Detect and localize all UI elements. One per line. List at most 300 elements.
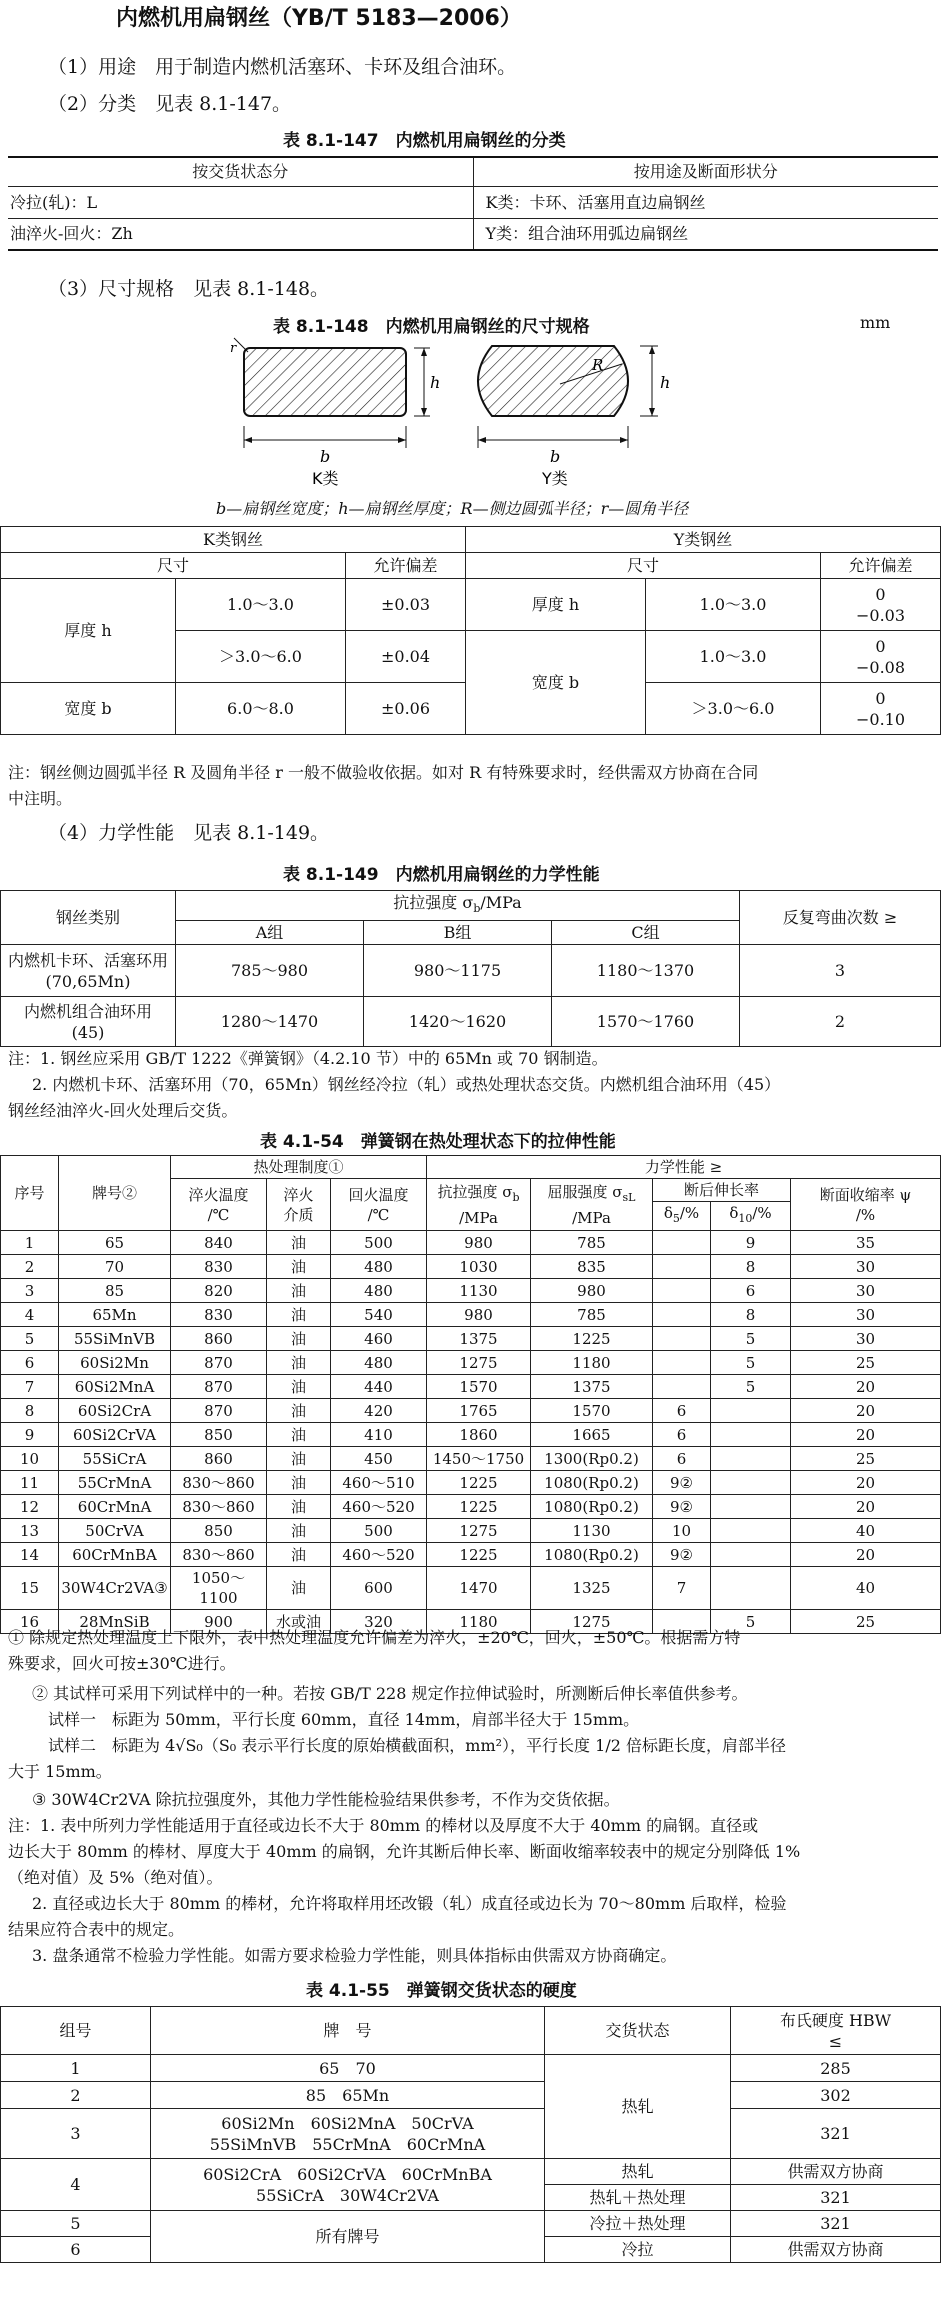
quench-temp-cell: 900	[171, 1610, 267, 1634]
grade-cell: 70	[59, 1255, 171, 1279]
quench-medium-cell: 油	[267, 1327, 331, 1351]
no-cell: 13	[1, 1519, 59, 1543]
no-cell: 10	[1, 1447, 59, 1471]
quench-temp-cell: 870	[171, 1351, 267, 1375]
tensile-head: 抗拉强度 $\sigma_b$/MPa	[176, 891, 740, 921]
group-a-head: A组	[176, 921, 364, 945]
hbw-cell: 供需双方协商	[731, 2237, 941, 2263]
table-147-cell: Y类：组合油环用弧边扁钢丝	[473, 218, 938, 250]
table-148-note: 注：钢丝侧边圆弧半径 R 及圆角半径 r 一般不做验收依据。如对 R 有特殊要求时，经供需双方协商在合同	[8, 763, 759, 782]
grade-cell: 50CrVA	[59, 1519, 171, 1543]
quench-medium-cell: 油	[267, 1567, 331, 1610]
quench-temp-cell: 850	[171, 1519, 267, 1543]
no-cell: 5	[1, 1327, 59, 1351]
no-cell: 15	[1, 1567, 59, 1610]
table-149-cell: 980～1175	[364, 945, 552, 997]
hbw-cell: 302	[731, 2082, 941, 2109]
table-54-note: 注：1. 表中所列力学性能适用于直径或边长不大于 80mm 的棒材以及厚度不大于 40mm 的扁钢。直径或	[8, 1816, 759, 1835]
table-54-note: ③ 30W4Cr2VA 除抗拉强度外，其他力学性能检验结果供参考，不作为交货依据。	[32, 1790, 620, 1809]
state-cell: 热轧	[545, 2055, 731, 2159]
table-149-cell: 1570～1760	[552, 997, 740, 1047]
temper-temp-cell: 410	[331, 1423, 427, 1447]
y-type-label: Y类	[542, 469, 568, 486]
yield-cell: 785	[531, 1303, 653, 1327]
quench-temp-cell: 830	[171, 1303, 267, 1327]
tensile-cell: 1225	[427, 1471, 531, 1495]
quench-temp-cell: 1050～1100	[171, 1567, 267, 1610]
table-147-cell: 冷拉(轧)：L	[8, 186, 473, 218]
quench-medium-cell: 油	[267, 1471, 331, 1495]
k-thickness-label: 厚度 h	[1, 579, 176, 683]
grade-cell: 60Si2MnA	[59, 1375, 171, 1399]
d10-cell: 8	[711, 1255, 791, 1279]
size-line: （3）尺寸规格 见表 8.1-148。	[48, 278, 330, 300]
heat-head: 热处理制度①	[171, 1156, 427, 1179]
no-cell: 4	[1, 1303, 59, 1327]
table-row	[1, 1495, 941, 1519]
reduction-cell: 35	[791, 1231, 941, 1255]
table-147-cell: K类：卡环、活塞用直边扁钢丝	[473, 186, 938, 218]
reduction-cell: 40	[791, 1519, 941, 1543]
quench-medium-cell: 水或油	[267, 1610, 331, 1634]
quench-temp-cell: 830	[171, 1255, 267, 1279]
quench-medium-cell: 油	[267, 1399, 331, 1423]
table-147-cell: 油淬火-回火：Zh	[8, 218, 473, 250]
table-54-note: 2. 直径或边长大于 80mm 的棒材，允许将取样用坯改锻（轧）成直径或边长为 70～80mm 后取样，检验	[32, 1894, 787, 1913]
d5-cell	[653, 1327, 711, 1351]
tensile-cell: 1275	[427, 1519, 531, 1543]
tensile-cell: 1030	[427, 1255, 531, 1279]
quench-medium-cell: 油	[267, 1279, 331, 1303]
no-cell: 7	[1, 1375, 59, 1399]
table-147-caption: 表 8.1-147 内燃机用扁钢丝的分类	[283, 131, 566, 151]
table-149	[0, 890, 941, 1047]
table-54-note: （绝对值）及 5%（绝对值）。	[8, 1868, 223, 1887]
y-size-head: 尺寸	[466, 553, 821, 579]
reduction-cell: 30	[791, 1255, 941, 1279]
temper-temp-cell: 460～510	[331, 1471, 427, 1495]
temper-temp-cell: 440	[331, 1375, 427, 1399]
quench-temp-cell: 860	[171, 1327, 267, 1351]
table-149-note: 2. 内燃机卡环、活塞环用（70，65Mn）钢丝经冷拉（轧）或热处理状态交货。内燃机组合油环用（45）	[32, 1075, 781, 1094]
table-149-cell: 1180～1370	[552, 945, 740, 997]
quench-temp-cell: 870	[171, 1375, 267, 1399]
reduction-cell: 20	[791, 1495, 941, 1519]
d10-cell: 5	[711, 1351, 791, 1375]
k-dim-b: b	[320, 447, 331, 466]
grade-head: 牌 号	[151, 2007, 545, 2055]
grade-cell: 60CrMnA	[59, 1495, 171, 1519]
tensile-cell: 1180	[427, 1610, 531, 1634]
reduction-cell: 40	[791, 1567, 941, 1610]
quench-temp-cell: 840	[171, 1231, 267, 1255]
class-line: （2）分类 见表 8.1-147。	[48, 93, 292, 115]
yield-cell: 1325	[531, 1567, 653, 1610]
table-row	[1, 1519, 941, 1543]
y-tol-cell: 0 −0.10	[821, 683, 941, 735]
state-head: 交货状态	[545, 2007, 731, 2055]
d10-cell: 6	[711, 1279, 791, 1303]
group-cell: 1	[1, 2055, 151, 2082]
tensile-cell: 1765	[427, 1399, 531, 1423]
temper-temp-cell: 320	[331, 1610, 427, 1634]
table-row	[1, 1351, 941, 1375]
table-54-note: ② 其试样可采用下列试样中的一种。若按 GB/T 228 规定作拉伸试验时，所测断后伸长率值供参考。	[32, 1684, 748, 1703]
table-55	[0, 2006, 941, 2263]
k-size-cell: ＞3.0～6.0	[176, 631, 346, 683]
k-type-label: K类	[312, 469, 339, 486]
quench-temp-cell: 820	[171, 1279, 267, 1303]
state-cell: 冷拉＋热处理	[545, 2211, 731, 2237]
quench-medium-head: 淬火 介质	[267, 1179, 331, 1231]
no-cell: 14	[1, 1543, 59, 1567]
group-cell: 2	[1, 2082, 151, 2109]
table-row	[1, 1231, 941, 1255]
table-149-cell: 1420～1620	[364, 997, 552, 1047]
cross-section-figure	[230, 336, 710, 486]
reduction-cell: 20	[791, 1375, 941, 1399]
quench-medium-cell: 油	[267, 1519, 331, 1543]
temper-temp-cell: 500	[331, 1231, 427, 1255]
k-tol-cell: ±0.03	[346, 579, 466, 631]
quench-medium-cell: 油	[267, 1231, 331, 1255]
quench-medium-cell: 油	[267, 1495, 331, 1519]
quench-medium-cell: 油	[267, 1255, 331, 1279]
no-cell: 2	[1, 1255, 59, 1279]
grade-cell: 55CrMnA	[59, 1471, 171, 1495]
tensile-head: 抗拉强度 $\sigma_b$ /MPa	[427, 1179, 531, 1231]
table-54	[0, 1155, 941, 1634]
reduction-cell: 30	[791, 1327, 941, 1351]
table-148	[0, 526, 941, 735]
temper-temp-head: 回火温度 /℃	[331, 1179, 427, 1231]
quench-medium-cell: 油	[267, 1543, 331, 1567]
table-54-note: 试样一 标距为 50mm，平行长度 60mm，直径 14mm，肩部半径大于 15mm。	[48, 1710, 640, 1729]
d5-cell: 7	[653, 1567, 711, 1610]
hbw-cell: 供需双方协商	[731, 2159, 941, 2185]
group-cell: 6	[1, 2237, 151, 2263]
d5-cell	[653, 1231, 711, 1255]
table-row	[1, 1303, 941, 1327]
temper-temp-cell: 600	[331, 1567, 427, 1610]
table-54-note: 殊要求，回火可按±30℃进行。	[8, 1654, 236, 1673]
temper-temp-cell: 460	[331, 1327, 427, 1351]
quench-temp-cell: 830～860	[171, 1471, 267, 1495]
table-row	[1, 1567, 941, 1610]
yield-cell: 1080(Rp0.2)	[531, 1543, 653, 1567]
no-cell: 1	[1, 1231, 59, 1255]
grade-cell: 65	[59, 1231, 171, 1255]
yield-cell: 980	[531, 1279, 653, 1303]
k-type-shape	[234, 338, 430, 448]
quench-temp-cell: 830～860	[171, 1543, 267, 1567]
d5-cell	[653, 1303, 711, 1327]
temper-temp-cell: 460～520	[331, 1495, 427, 1519]
tensile-cell: 1570	[427, 1375, 531, 1399]
grade-cell: 所有牌号	[151, 2211, 545, 2263]
class-cell: 内燃机组合油环用 (45)	[1, 997, 176, 1047]
grade-cell: 60Si2CrA 60Si2CrVA 60CrMnBA 55SiCrA 30W4Cr2VA	[151, 2159, 545, 2211]
d5-cell	[653, 1279, 711, 1303]
quench-medium-cell: 油	[267, 1375, 331, 1399]
reduction-cell: 30	[791, 1303, 941, 1327]
quench-temp-cell: 860	[171, 1447, 267, 1471]
table-54-note: 结果应符合表中的规定。	[8, 1920, 185, 1939]
d5-cell	[653, 1255, 711, 1279]
table-row	[1, 1543, 941, 1567]
d10-cell: 9	[711, 1231, 791, 1255]
d10-head: $\delta_{10}/\%$	[711, 1202, 791, 1231]
hbw-cell: 321	[731, 2109, 941, 2159]
table-55-caption: 表 4.1-55 弹簧钢交货状态的硬度	[306, 1981, 577, 2001]
table-147	[8, 156, 938, 251]
class-cell: 内燃机卡环、活塞环用 (70,65Mn)	[1, 945, 176, 997]
k-width-label: 宽度 b	[1, 683, 176, 735]
figure-legend: b—扁钢丝宽度；h—扁钢丝厚度；R—侧边圆弧半径；r—圆角半径	[216, 499, 689, 518]
y-dim-R: R	[592, 356, 604, 374]
d10-cell	[711, 1423, 791, 1447]
yield-cell: 835	[531, 1255, 653, 1279]
quench-temp-head: 淬火温度 /℃	[171, 1179, 267, 1231]
quench-temp-cell: 830～860	[171, 1495, 267, 1519]
yield-head: 屈服强度 $\sigma_{sL}$ /MPa	[531, 1179, 653, 1231]
temper-temp-cell: 500	[331, 1519, 427, 1543]
y-width-label: 宽度 b	[466, 631, 646, 735]
no-head: 序号	[1, 1156, 59, 1231]
tensile-cell: 1450～1750	[427, 1447, 531, 1471]
temper-temp-cell: 540	[331, 1303, 427, 1327]
quench-temp-cell: 870	[171, 1399, 267, 1423]
reduction-cell: 25	[791, 1351, 941, 1375]
no-cell: 3	[1, 1279, 59, 1303]
yield-cell: 1225	[531, 1327, 653, 1351]
yield-cell: 1180	[531, 1351, 653, 1375]
table-row	[1, 1447, 941, 1471]
y-tol-cell: 0 −0.08	[821, 631, 941, 683]
mech-head: 力学性能 ≥	[427, 1156, 941, 1179]
yield-cell: 1665	[531, 1423, 653, 1447]
group-cell: 3	[1, 2109, 151, 2159]
no-cell: 12	[1, 1495, 59, 1519]
d5-cell: 9②	[653, 1471, 711, 1495]
hbw-cell: 321	[731, 2185, 941, 2211]
d10-cell: 8	[711, 1303, 791, 1327]
grade-cell: 55SiMnVB	[59, 1327, 171, 1351]
table-row	[1, 1399, 941, 1423]
d5-cell	[653, 1351, 711, 1375]
d10-cell	[711, 1543, 791, 1567]
group-b-head: B组	[364, 921, 552, 945]
y-size-cell: 1.0～3.0	[646, 579, 821, 631]
d10-cell	[711, 1447, 791, 1471]
grade-cell: 60CrMnBA	[59, 1543, 171, 1567]
d5-cell: 10	[653, 1519, 711, 1543]
k-tol-cell: ±0.06	[346, 683, 466, 735]
y-dim-b: b	[550, 447, 561, 466]
k-type-head: K类钢丝	[1, 527, 466, 553]
no-cell: 9	[1, 1423, 59, 1447]
d10-cell	[711, 1567, 791, 1610]
table-54-caption: 表 4.1-54 弹簧钢在热处理状态下的拉伸性能	[260, 1132, 616, 1152]
yield-cell: 1570	[531, 1399, 653, 1423]
reduction-cell: 25	[791, 1610, 941, 1634]
d10-cell: 5	[711, 1327, 791, 1351]
d10-cell	[711, 1399, 791, 1423]
y-tol-head: 允许偏差	[821, 553, 941, 579]
table-149-note: 钢丝经油淬火-回火处理后交货。	[8, 1101, 238, 1120]
d5-cell: 9②	[653, 1543, 711, 1567]
yield-cell: 785	[531, 1231, 653, 1255]
grade-cell: 55SiCrA	[59, 1447, 171, 1471]
grade-cell: 60Si2Mn 60Si2MnA 50CrVA 55SiMnVB 55CrMnA 60CrMnA	[151, 2109, 545, 2159]
y-size-cell: ＞3.0～6.0	[646, 683, 821, 735]
quench-medium-cell: 油	[267, 1447, 331, 1471]
table-149-cell: 785～980	[176, 945, 364, 997]
tensile-cell: 980	[427, 1231, 531, 1255]
k-dim-r: r	[230, 341, 237, 356]
yield-cell: 1300(Rp0.2)	[531, 1447, 653, 1471]
reduction-cell: 30	[791, 1279, 941, 1303]
k-size-cell: 6.0～8.0	[176, 683, 346, 735]
class-head: 钢丝类别	[1, 891, 176, 945]
d5-cell	[653, 1375, 711, 1399]
table-row	[1, 1255, 941, 1279]
state-cell: 冷拉	[545, 2237, 731, 2263]
table-row	[1, 1327, 941, 1351]
table-row	[1, 1375, 941, 1399]
yield-cell: 1275	[531, 1610, 653, 1634]
table-149-cell: 2	[740, 997, 941, 1047]
d5-cell: 6	[653, 1399, 711, 1423]
table-54-note: ① 除规定热处理温度上下限外，表中热处理温度允许偏差为淬火，±20℃，回火，±50℃。根据需方特	[8, 1628, 741, 1647]
table-147-header: 按交货状态分	[8, 157, 473, 186]
reduction-cell: 20	[791, 1471, 941, 1495]
d5-cell: 9②	[653, 1495, 711, 1519]
y-size-cell: 1.0～3.0	[646, 631, 821, 683]
k-size-head: 尺寸	[1, 553, 346, 579]
quench-medium-cell: 油	[267, 1423, 331, 1447]
reduction-cell: 20	[791, 1399, 941, 1423]
grade-cell: 30W4Cr2VA③	[59, 1567, 171, 1610]
reduction-cell: 20	[791, 1423, 941, 1447]
hbw-cell: 285	[731, 2055, 941, 2082]
table-149-cell: 1280～1470	[176, 997, 364, 1047]
temper-temp-cell: 480	[331, 1255, 427, 1279]
k-tol-cell: ±0.04	[346, 631, 466, 683]
usage-line: （1）用途 用于制造内燃机活塞环、卡环及组合油环。	[48, 56, 517, 78]
hbw-head: 布氏硬度 HBW ≤	[731, 2007, 941, 2055]
yield-cell: 1375	[531, 1375, 653, 1399]
no-cell: 11	[1, 1471, 59, 1495]
yield-cell: 1080(Rp0.2)	[531, 1471, 653, 1495]
tensile-cell: 1470	[427, 1567, 531, 1610]
grade-cell: 60Si2Mn	[59, 1351, 171, 1375]
y-tol-cell: 0 −0.03	[821, 579, 941, 631]
d5-head: $\delta_5/\%$	[653, 1202, 711, 1231]
temper-temp-cell: 420	[331, 1399, 427, 1423]
quench-medium-cell: 油	[267, 1303, 331, 1327]
table-148-caption: 表 8.1-148 内燃机用扁钢丝的尺寸规格	[273, 317, 590, 337]
table-149-cell: 3	[740, 945, 941, 997]
d5-cell: 6	[653, 1447, 711, 1471]
table-54-note: 边长大于 80mm 的棒材、厚度大于 40mm 的扁钢，允许其断后伸长率、断面收缩率较表中的规定分别降低 1%	[8, 1842, 801, 1861]
table-54-note: 试样二 标距为 4√S₀（S₀ 表示平行长度的原始横截面积，mm²），平行长度 1/2 倍标距长度，肩部半径	[48, 1736, 786, 1755]
table-148-note: 中注明。	[8, 789, 73, 808]
d10-cell: 5	[711, 1375, 791, 1399]
state-cell: 热轧	[545, 2159, 731, 2185]
table-149-note: 注：1. 钢丝应采用 GB/T 1222《弹簧钢》（4.2.10 节）中的 65Mn 或 70 钢制造。	[8, 1049, 608, 1068]
grade-cell: 85 65Mn	[151, 2082, 545, 2109]
d10-cell: 5	[711, 1610, 791, 1634]
table-147-header: 按用途及断面形状分	[473, 157, 938, 186]
grade-cell: 65Mn	[59, 1303, 171, 1327]
tensile-cell: 1225	[427, 1495, 531, 1519]
quench-temp-cell: 850	[171, 1423, 267, 1447]
grade-cell: 85	[59, 1279, 171, 1303]
k-tol-head: 允许偏差	[346, 553, 466, 579]
state-cell: 热轧＋热处理	[545, 2185, 731, 2211]
mech-line: （4）力学性能 见表 8.1-149。	[48, 822, 330, 844]
tensile-cell: 1275	[427, 1351, 531, 1375]
table-row	[1, 1471, 941, 1495]
grade-cell: 60Si2CrA	[59, 1399, 171, 1423]
elongation-head: 断后伸长率	[653, 1179, 791, 1202]
grade-cell: 60Si2CrVA	[59, 1423, 171, 1447]
temper-temp-cell: 450	[331, 1447, 427, 1471]
temper-temp-cell: 480	[331, 1279, 427, 1303]
hbw-cell: 321	[731, 2211, 941, 2237]
grade-cell: 28MnSiB	[59, 1610, 171, 1634]
table-row	[1, 1279, 941, 1303]
d10-cell	[711, 1495, 791, 1519]
temper-temp-cell: 460～520	[331, 1543, 427, 1567]
tensile-cell: 1375	[427, 1327, 531, 1351]
group-cell: 4	[1, 2159, 151, 2211]
group-head: 组号	[1, 2007, 151, 2055]
d5-cell: 6	[653, 1423, 711, 1447]
table-row	[1, 1423, 941, 1447]
table-54-note: 3. 盘条通常不检验力学性能。如需方要求检验力学性能，则具体指标由供需双方协商确定。	[32, 1946, 677, 1965]
quench-medium-cell: 油	[267, 1351, 331, 1375]
reduction-cell: 20	[791, 1543, 941, 1567]
temper-temp-cell: 480	[331, 1351, 427, 1375]
no-cell: 8	[1, 1399, 59, 1423]
yield-cell: 1080(Rp0.2)	[531, 1495, 653, 1519]
grade-cell: 65 70	[151, 2055, 545, 2082]
tensile-cell: 1225	[427, 1543, 531, 1567]
no-cell: 6	[1, 1351, 59, 1375]
k-dim-h: h	[430, 373, 441, 392]
yield-cell: 1130	[531, 1519, 653, 1543]
tensile-cell: 1130	[427, 1279, 531, 1303]
section-title: 内燃机用扁钢丝（YB/T 5183—2006）	[116, 6, 522, 31]
y-thickness-label: 厚度 h	[466, 579, 646, 631]
k-size-cell: 1.0～3.0	[176, 579, 346, 631]
y-type-head: Y类钢丝	[466, 527, 941, 553]
group-c-head: C组	[552, 921, 740, 945]
y-type-shape	[478, 346, 658, 448]
d10-cell	[711, 1471, 791, 1495]
reduction-cell: 25	[791, 1447, 941, 1471]
no-cell: 16	[1, 1610, 59, 1634]
grade-head: 牌号②	[59, 1156, 171, 1231]
y-dim-h: h	[660, 373, 671, 392]
d10-cell	[711, 1519, 791, 1543]
table-148-unit: mm	[860, 313, 891, 332]
reduction-head: 断面收缩率 ψ /%	[791, 1179, 941, 1231]
tensile-cell: 1860	[427, 1423, 531, 1447]
tensile-cell: 980	[427, 1303, 531, 1327]
